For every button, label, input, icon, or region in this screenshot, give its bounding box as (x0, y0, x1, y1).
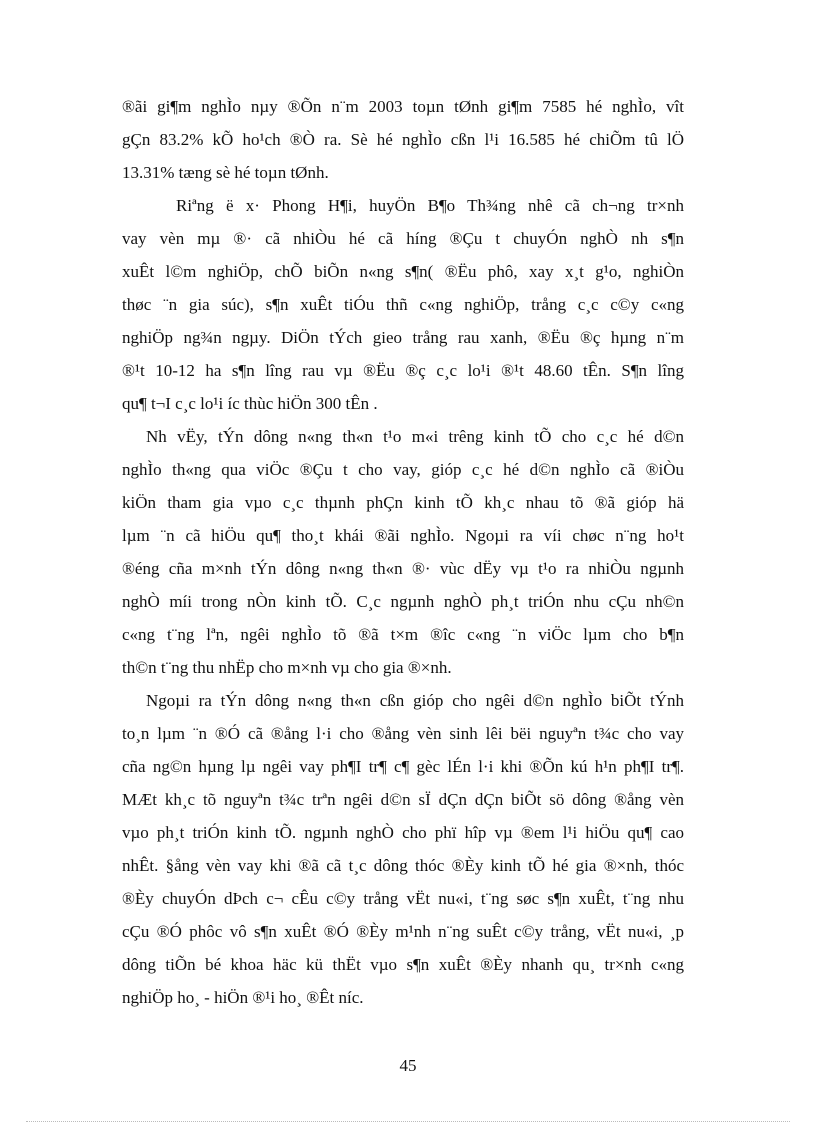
paragraph-2-line-5: nghiÖp ng¾n ngµy. DiÖn tÝch gieo trång rau xanh, ®Ëu ®ç hµng n¨m (122, 328, 684, 347)
paragraph-4-line-7: ®Èy chuyÓn dÞch c¬ cÊu c©y trång vËt nu«i, t¨ng søc s¶n xuÊt, t¨ng nhu (122, 889, 684, 908)
paragraph-4-line-6: nhÊt. §ång vèn vay khi ®ã cã t¸c dông thóc ®Èy kinh tÕ hé gia ®×nh, thóc (122, 856, 684, 875)
paragraph-3-line-2: nghÌo th«ng qua viÖc ®Çu t cho vay, gióp c¸c hé d©n nghÌo cã ®iÒu (122, 460, 684, 479)
paragraph-4-line-1: Ngoµi ra tÝn dông n«ng th«n cßn gióp cho ngêi d©n nghÌo biÕt tÝnh (146, 691, 684, 710)
page-number: 45 (399, 1056, 417, 1075)
paragraph-2-line-6: ®¹t 10-12 ha s¶n lîng rau vµ ®Ëu ®ç c¸c lo¹i ®¹t 48.60 tÊn. S¶n lîng (122, 361, 684, 380)
paragraph-4-line-4: MÆt kh¸c tõ nguyªn t¾c trªn ngêi d©n sÏ dÇn dÇn biÕt sö dông ®ång vèn (122, 790, 684, 809)
paragraph-4-line-5: vµo ph¸t triÓn kinh tÕ. ngµnh nghÒ cho phï hîp vµ ®em l¹i hiÖu qu¶ cao (122, 823, 684, 842)
paragraph-3-line-3: kiÖn tham gia vµo c¸c thµnh phÇn kinh tÕ kh¸c nhau tõ ®ã gióp hä (122, 493, 684, 512)
paragraph-2-line-7: qu¶ t¬I c¸c lo¹i íc thùc hiÖn 300 tÊn . (122, 394, 378, 413)
paragraph-2-line-3: xuÊt l©m nghiÖp, chÕ biÕn n«ng s¶n( ®Ëu phô, xay x¸t g¹o, nghiÒn (122, 262, 684, 281)
paragraph-4-line-10: nghiÖp ho¸ - hiÖn ®¹i ho¸ ®Êt níc. (122, 988, 364, 1007)
paragraph-2-line-1: Riªng ë x· Phong H¶i, huyÖn B¶o Th¾ng nhê cã ch¬ng tr×nh (176, 196, 684, 215)
paragraph-1-line-3: 13.31% tæng sè hé toµn tØnh. (122, 163, 329, 182)
paragraph-4-line-9: dông tiÕn bé khoa häc kü thËt vµo s¶n xuÊt ®Èy nhanh qu¸ tr×nh c«ng (122, 955, 684, 974)
paragraph-3-line-1: Nh vËy, tÝn dông n«ng th«n t¹o m«i trêng kinh tÕ cho c¸c hé d©n (146, 427, 684, 446)
paragraph-4-line-8: cÇu ®Ó phôc vô s¶n xuÊt ®Ó ®Èy m¹nh n¨ng suÊt c©y trång, vËt nu«i, ¸p (122, 922, 684, 941)
paragraph-2-line-4: thøc ¨n gia súc), s¶n xuÊt tiÓu thñ c«ng nghiÖp, trång c¸c c©y c«ng (122, 295, 684, 314)
paragraph-4-line-2: to¸n lµm ¨n ®Ó cã ®ång l·i cho ®ång vèn sinh lêi bëi nguyªn t¾c cho vay (122, 724, 684, 743)
paragraph-2-line-2: vay vèn mµ ®· cã nhiÒu hé cã híng ®Çu t chuyÓn nghÒ nh s¶n (122, 229, 684, 248)
paragraph-3-line-7: c«ng t¨ng lªn, ngêi nghÌo tõ ®ã t×m ®îc c«ng ¨n viÖc lµm cho b¶n (122, 625, 684, 644)
paragraph-4-line-3: cña ng©n hµng lµ ngêi vay ph¶I tr¶ c¶ gèc lÉn l·i khi ®Õn kú h¹n ph¶I tr¶. (122, 757, 684, 776)
paragraph-3-line-6: nghÒ míi trong nÒn kinh tÕ. C¸c ngµnh nghÒ ph¸t triÓn nhu cÇu nh©n (122, 592, 684, 611)
paragraph-3-line-4: lµm ¨n cã hiÖu qu¶ tho¸t khái ®ãi nghÌo. Ngoµi ra víi chøc n¨ng ho¹t (122, 526, 684, 545)
paragraph-1-line-1: ®ãi gi¶m nghÌo nµy ®Õn n¨m 2003 toµn tØnh gi¶m 7585 hé nghÌo, vît (122, 97, 684, 116)
paragraph-3-line-8: th©n t¨ng thu nhËp cho m×nh vµ cho gia ®×nh. (122, 658, 452, 677)
paragraph-1-line-2: gÇn 83.2% kÕ ho¹ch ®Ò ra. Sè hé nghÌo cßn l¹i 16.585 hé chiÕm tû lÖ (122, 130, 684, 149)
paragraph-3-line-5: ®éng cña m×nh tÝn dông n«ng th«n ®· vùc dËy vµ t¹o ra nhiÒu ngµnh (122, 559, 684, 578)
page-bottom-divider (26, 1121, 790, 1122)
